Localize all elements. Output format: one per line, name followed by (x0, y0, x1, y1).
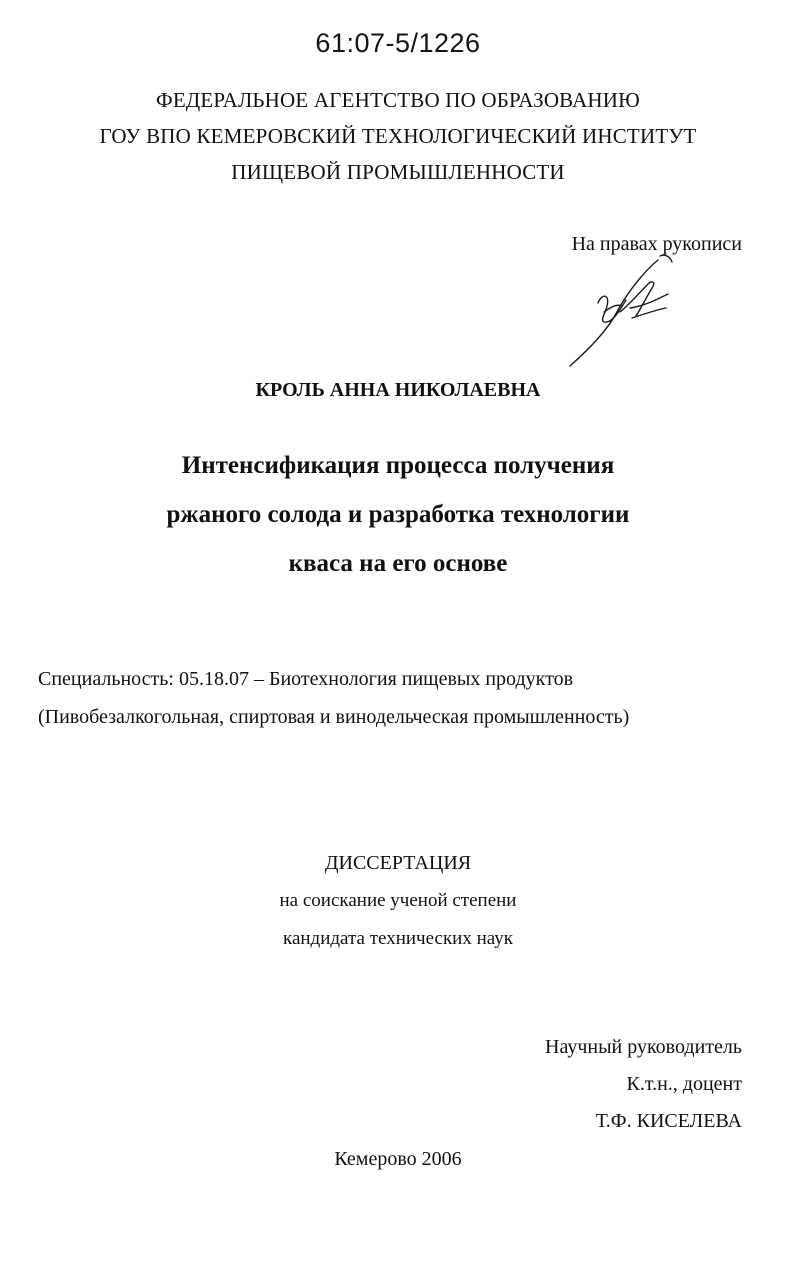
supervisor-role: Научный руководитель (545, 1036, 742, 1058)
title-line-2: ржаного солода и разработка технологии (166, 501, 630, 528)
document-type: ДИССЕРТАЦИЯ (324, 852, 472, 874)
degree-line-2: кандидата технических наук (283, 928, 513, 949)
specialty-line-2: (Пивобезалкогольная, спиртовая и винодельческая промышленность) (38, 706, 630, 728)
institution-line-2: ГОУ ВПО КЕМЕРОВСКИЙ ТЕХНОЛОГИЧЕСКИЙ ИНСТИТУТ (99, 124, 697, 148)
place-year: Кемерово 2006 (334, 1148, 462, 1170)
specialty-line-1: Специальность: 05.18.07 – Биотехнология пищевых продуктов (38, 668, 574, 690)
registration-code: 61:07-5/1226 (315, 28, 481, 58)
supervisor-degree: К.т.н., доцент (626, 1073, 742, 1095)
title-line-3: кваса на его основе (288, 550, 508, 577)
institution-line-3: ПИЩЕВОЙ ПРОМЫШЛЕННОСТИ (231, 160, 565, 184)
institution-line-1: ФЕДЕРАЛЬНОЕ АГЕНТСТВО ПО ОБРАЗОВАНИЮ (156, 88, 640, 112)
manuscript-note: На правах рукописи (571, 233, 742, 255)
degree-line-1: на соискание ученой степени (279, 890, 517, 911)
title-line-1: Интенсификация процесса получения (181, 452, 615, 479)
supervisor-name: Т.Ф. КИСЕЛЕВА (595, 1110, 742, 1132)
signature-icon (560, 248, 680, 373)
author-name: КРОЛЬ АННА НИКОЛАЕВНА (255, 379, 541, 401)
